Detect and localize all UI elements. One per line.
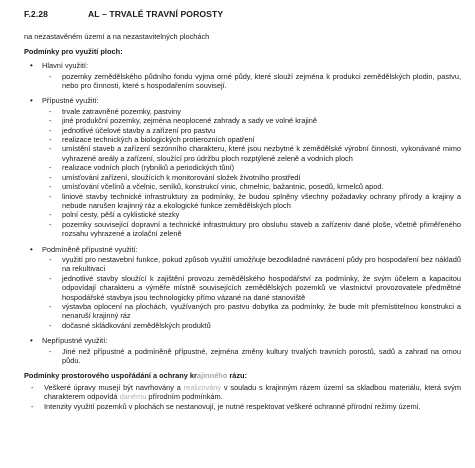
list-item: - liniové stavby technické infrastruktury za podmínky, že budou splněny všechny požadavky ochrany přírody a krajiny a nebude narušen krajinný ráz a ekologické funkce zemědělských ploch	[62, 192, 461, 211]
group-podminene	[24, 245, 461, 331]
item-list	[42, 347, 461, 366]
list-item: - jednotlivé stavby sloužící k zajištění provozu zemědělského hospodářství za podmínky, že svým účelem a kapacitou odpovídají charakteru a výměře místně souvisejících zemědělských pozemků ve vlastnictví provozovatele předmětné hospodářské stavbya jsou technologicky přímo vázané na dané stanoviště	[62, 274, 461, 302]
list-item: - trvale zatravněné pozemky, pastviny	[62, 107, 461, 116]
list-item: - využití pro nestavební funkce, pokud způsob využití umožňuje bezodkladné navrácení půdy pro hospodaření bez nákladů na rekultivaci	[62, 255, 461, 274]
group-nepripustne	[24, 336, 461, 365]
list-item	[44, 402, 461, 411]
bullet-icon: •	[30, 336, 33, 346]
bullet-icon: •	[30, 96, 33, 106]
text-part: přírodním podmínkám.	[146, 392, 223, 402]
list-item: - polní cesty, pěší a cyklistické stezky	[62, 210, 461, 219]
bullet-icon: •	[30, 244, 33, 254]
intro-text: na nezastavěném území a na nezastavitelných plochách	[24, 32, 210, 42]
section-heading	[24, 10, 461, 19]
list-item: - jednotlivé účelové stavby a zařízení pro pastvu	[62, 126, 461, 135]
item-list	[42, 107, 461, 239]
item-list	[42, 255, 461, 330]
text-part: Intenzity využití pozemků v plochách se nestanovují, je nutné respektovat veškeré ochranné přírodní režimy území.	[44, 401, 421, 411]
title-part: rázu	[227, 371, 245, 381]
list-item: - pozemky zemědělského půdního fondu vyjma orné půdy, které slouží zejména k produkci zemědělských plodin, pastvu, nebo pro činnosti, které s hospodařením souvisejí.	[62, 72, 461, 91]
text-part: v souladu s krajinným rázem území sa skladbou materiálu, která svým charakterem odpovídá	[44, 382, 461, 402]
list-item: - jiné produkční pozemky, zejména neoplocené zahrady a sady ve volné krajině	[62, 116, 461, 125]
text-part-faded: realizovány	[183, 382, 222, 392]
item-list	[42, 72, 461, 91]
list-item: - dočasné skládkování zemědělských produktů	[62, 321, 461, 330]
list-item: - umísťování zařízení, sloužících k monitorování složek životního prostředí	[62, 173, 461, 182]
list-item	[44, 383, 461, 402]
group-title: Přípustné využití:	[42, 96, 99, 106]
list-item: - umísťování včelínů a včelnic, seníků, konstrukcí vinic, chmelnic, bažantnic, posedů, krmelců apod.	[62, 182, 461, 191]
group-title: Hlavní využití:	[42, 61, 89, 71]
title-part-faded: ajinného	[196, 371, 228, 381]
group-title: Podmíněně přípustné využití:	[42, 244, 138, 254]
section-code: F.2.28	[24, 9, 49, 19]
spatial-conditions-title	[24, 371, 461, 380]
list-item: - realizace technických a biologických protierozních opatření	[62, 135, 461, 144]
bullet-icon: •	[30, 61, 33, 71]
spatial-item-list	[24, 383, 461, 411]
group-pripustne	[24, 96, 461, 238]
list-item: - Jiné než přípustné a podmíněně přípustné, zejména změny kultury trvalých travních porostů, sadů a zahrad na ornou půdu.	[62, 347, 461, 366]
list-item: - výstavba oplocení na plochách, využívaných pro pastvu dobytka za podmínky, že bude mít přemístitelnou konstrukci a nenaruší krajinný ráz	[62, 302, 461, 321]
text-part-faded: danému	[119, 392, 147, 402]
section-title: AL – TRVALÉ TRAVNÍ POROSTY	[88, 9, 224, 19]
title-part: Podmínky prostorového uspořádání a ochrany kr	[24, 371, 197, 381]
group-title: Nepřípustné využití:	[42, 336, 108, 346]
title-colon: :	[244, 371, 248, 381]
group-hlavni	[24, 61, 461, 90]
list-item: - umístění staveb a zařízení sezónního charakteru, které jsou nezbytné k zemědělské výrobní činnosti, vykonávané mimo vyhrazené areály a zařízení, sloužící pro údržbu ploch rozptýlené zeleně a vodních ploch	[62, 144, 461, 163]
list-item: - pozemky související dopravní a technické infrastruktury pro obsluhu staveb a zařízeniv dané ploše, včetně přiměřeného rozsahu vyhrazené a izolační zeleně	[62, 220, 461, 239]
list-item: - realizace vodních ploch (rybníků a periodických tůní)	[62, 163, 461, 172]
text-part: Veškeré úpravy musejí být navrhovány a	[44, 382, 184, 392]
conditions-title: Podmínky pro využití ploch:	[24, 46, 123, 56]
